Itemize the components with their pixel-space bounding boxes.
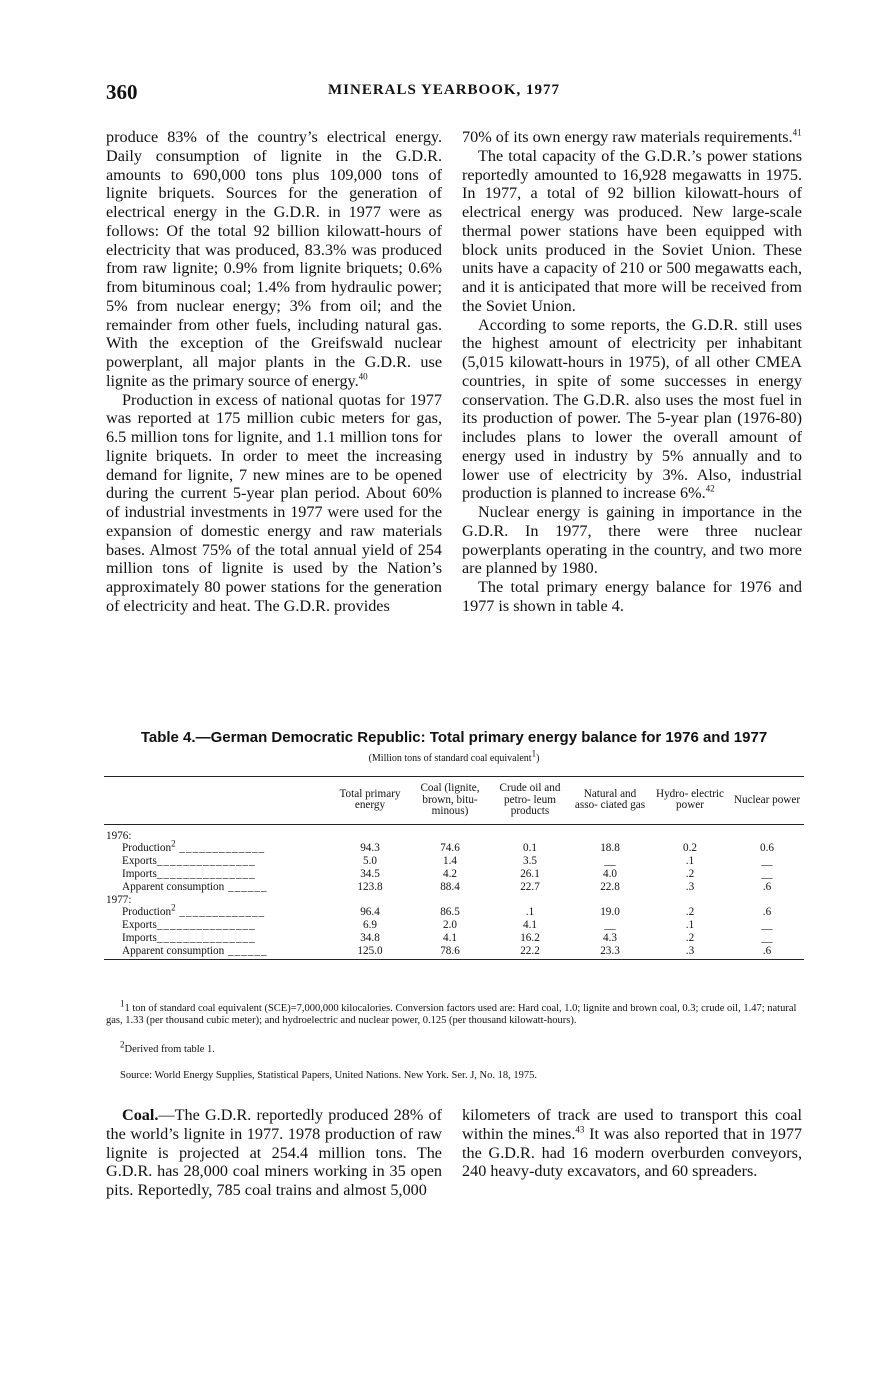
cell: __ bbox=[604, 919, 616, 932]
cell: __ bbox=[604, 854, 616, 867]
cell: .1 bbox=[685, 919, 695, 932]
cell: 1.4 bbox=[443, 854, 457, 867]
cell: __ bbox=[761, 919, 773, 932]
right-column-top bbox=[462, 128, 802, 616]
cell: 5.0 bbox=[363, 854, 377, 867]
cell: .1 bbox=[525, 906, 535, 919]
footnote-ref: 41 bbox=[792, 127, 802, 138]
column-header: Nuclear power bbox=[730, 777, 804, 825]
paragraph bbox=[462, 128, 802, 147]
cell: .1 bbox=[685, 854, 695, 867]
cell: .2 bbox=[685, 867, 695, 880]
row-label: Exports_______________ bbox=[122, 919, 256, 932]
row-label: Exports_______________ bbox=[122, 854, 256, 867]
cell: 0.6 bbox=[760, 842, 774, 855]
cell: __ bbox=[761, 932, 773, 945]
row-label: Production$^2$ _____________ bbox=[122, 838, 266, 855]
column-header: Coal (lignite, brown, bitu- minous) bbox=[410, 777, 490, 825]
cell: 6.9 bbox=[363, 919, 377, 932]
paragraph-text: kilometers of track are used to transport this coal within the mines. bbox=[462, 1106, 802, 1143]
table-row bbox=[104, 920, 804, 933]
table-header-row bbox=[104, 777, 804, 825]
cell: 125.0 bbox=[330, 946, 410, 960]
cell: 26.1 bbox=[520, 867, 540, 880]
footnote-text: Derived from table 1. bbox=[124, 1044, 215, 1055]
paragraph: The total capacity of the G.D.R.’s power stations reportedly amounted to 16,928 megawatts in 1975. In 1977, a total of 92 billion kilowatt-hours of electrical energy was produced. New large-scale thermal power stations have been equipped with block units produced in the Soviet Union. These units have a capacity of 210 or 500 megawatts each, and it is anticipated that more will be received from the Soviet Union. bbox=[462, 146, 802, 315]
column-header: Total primary energy bbox=[330, 777, 410, 825]
table-source: Source: World Energy Supplies, Statistical Papers, United Nations. New York. Ser. J, No. 18, 1975. bbox=[120, 1070, 537, 1081]
cell: 96.4 bbox=[360, 906, 380, 919]
year-label: 1976: bbox=[106, 829, 132, 842]
cell: .6 bbox=[730, 946, 804, 960]
table-row bbox=[104, 946, 804, 960]
footnote-1 bbox=[106, 998, 802, 1026]
page-number: 360 bbox=[106, 80, 138, 104]
paragraph-text: produce 83% of the country’s electrical energy. Daily consumption of lignite in the G.D.R. amounts to 690,000 tons plus 109,000 tons of lignite briquets. Sources for the generation of electrical energy in the G.D.R. in 1977 were as follows: Of the total 92 billion kilowatt-hours of electricity that was produced, 83.3% was produced from raw lignite; 0.9% from lignite briquets; 0.6% from bituminous coal; 1.4% from hydraulic power; 5% from nuclear energy; 3% from oil; and the remainder from other fuels, including natural gas. With the exception of the Greifswald nuclear powerplant, all major plants in the G.D.R. use lignite as the primary source of energy. bbox=[106, 128, 442, 390]
cell: 22.8 bbox=[600, 880, 620, 893]
cell: 94.3 bbox=[360, 842, 380, 855]
row-label: Imports_______________ bbox=[122, 867, 256, 880]
footnote-ref: 1 bbox=[531, 748, 537, 759]
subtitle-end: ) bbox=[536, 753, 540, 764]
cell: 19.0 bbox=[600, 906, 620, 919]
cell: .2 bbox=[685, 932, 695, 945]
cell: 3.5 bbox=[523, 854, 537, 867]
paragraph-text: It was also reported that in 1977 the G.D.R. had 16 modern overburden conveyors, 240 heavy-duty excavators, and 60 spreaders. bbox=[462, 1124, 803, 1181]
right-column-bottom bbox=[462, 1106, 802, 1181]
paragraph bbox=[462, 316, 802, 504]
table-row bbox=[104, 868, 804, 881]
cell: 4.3 bbox=[603, 932, 617, 945]
cell: 74.6 bbox=[440, 842, 460, 855]
table-row bbox=[104, 842, 804, 855]
column-header: Natural and asso- ciated gas bbox=[570, 777, 650, 825]
row-label: Apparent consumption ______ bbox=[122, 880, 268, 893]
paragraph-text: According to some reports, the G.D.R. still uses the highest amount of electricity per inhabitant (5,015 kilowatt-hours in 1975), of all other CMEA countries, in spite of some successes in energy conservation. The G.D.R. also uses the most fuel in its production of power. The 5-year plan (1976-80) includes plans to lower the overall amount of energy used in industry by 5% annually and to lower use of electricity by 3%. Also, industrial production is planned to increase 6%. bbox=[462, 315, 802, 503]
column-header: Crude oil and petro- leum products bbox=[490, 777, 570, 825]
cell: 34.8 bbox=[360, 932, 380, 945]
cell: .3 bbox=[685, 880, 695, 893]
subtitle-text: (Million tons of standard coal equivalent bbox=[368, 753, 532, 764]
cell: 4.1 bbox=[443, 932, 457, 945]
cell: 0.2 bbox=[683, 842, 697, 855]
cell: __ bbox=[761, 854, 773, 867]
left-column-top bbox=[106, 128, 442, 616]
cell: .6 bbox=[762, 880, 772, 893]
footnote-text: 1 ton of standard coal equivalent (SCE)=7,000,000 kilocalories. Conversion factors used are: Hard coal, 1.0; lignite and brown coal, 0.3; crude oil, 1.47; natural gas, 1.33 (per thousand cubic meter); and hydroelectric and nuclear power, 0.125 (per thousand kilowatt-hours). bbox=[106, 1003, 797, 1026]
paragraph-text: 70% of its own energy raw materials requirements. bbox=[462, 128, 793, 146]
footnote-ref: 43 bbox=[575, 1124, 585, 1135]
footnote-mark: 2 bbox=[120, 1039, 125, 1050]
paragraph-text: —The G.D.R. reportedly produced 28% of the world’s lignite in 1977. 1978 production of raw lignite is projected at 254.4 million tons. The G.D.R. has 28,000 coal miners working in 35 open pits. Reportedly, 785 coal trains and almost 5,000 bbox=[106, 1106, 442, 1199]
running-head: MINERALS YEARBOOK, 1977 bbox=[328, 82, 561, 98]
column-header-blank bbox=[104, 777, 330, 825]
paragraph bbox=[106, 128, 442, 391]
paragraph bbox=[106, 1106, 442, 1200]
footnote-2 bbox=[106, 1039, 802, 1056]
cell: .6 bbox=[762, 906, 772, 919]
cell: 86.5 bbox=[440, 906, 460, 919]
row-label: Apparent consumption ______ bbox=[104, 946, 330, 960]
cell: 4.2 bbox=[443, 867, 457, 880]
table-title: Table 4.—German Democratic Republic: Total primary energy balance for 1976 and 1977 bbox=[140, 729, 768, 746]
energy-balance-table bbox=[104, 776, 804, 960]
cell: .2 bbox=[685, 906, 695, 919]
paragraph: The total primary energy balance for 1976 and 1977 is shown in table 4. bbox=[462, 578, 802, 615]
cell: 18.8 bbox=[600, 842, 620, 855]
paragraph: Nuclear energy is gaining in importance in the G.D.R. In 1977, there were three nuclear powerplants operating in the country, and two more are planned by 1980. bbox=[462, 503, 802, 578]
cell: 0.1 bbox=[523, 842, 537, 855]
left-column-bottom bbox=[106, 1106, 442, 1200]
table-row bbox=[104, 894, 804, 907]
cell: 22.2 bbox=[490, 946, 570, 960]
cell: .3 bbox=[650, 946, 730, 960]
cell: 4.1 bbox=[523, 919, 537, 932]
cell: __ bbox=[761, 867, 773, 880]
table-row bbox=[104, 855, 804, 868]
cell: 23.3 bbox=[570, 946, 650, 960]
cell: 88.4 bbox=[440, 880, 460, 893]
cell: 123.8 bbox=[357, 880, 383, 893]
cell: 34.5 bbox=[360, 867, 380, 880]
paragraph bbox=[462, 1106, 802, 1181]
table-row bbox=[104, 881, 804, 894]
row-label: Imports_______________ bbox=[122, 932, 256, 945]
year-label: 1977: bbox=[106, 893, 132, 906]
cell: 16.2 bbox=[520, 932, 540, 945]
table-row bbox=[104, 907, 804, 920]
paragraph: Production in excess of national quotas for 1977 was reported at 175 million cubic meters for gas, 6.5 million tons for lignite, and 1.1 million tons for lignite briquets. In order to meet the increasing demand for lignite, 7 new mines are to be opened during the current 5-year plan period. About 60% of industrial investments in 1977 were used for the expansion of domestic energy and raw materials bases. Almost 75% of the total annual yield of 254 million tons of lignite is used by the Nation’s approximately 80 power stations for the generation of electricity and heat. The G.D.R. provides bbox=[106, 390, 442, 615]
cell: 78.6 bbox=[410, 946, 490, 960]
row-label: Production$^2$ _____________ bbox=[122, 902, 266, 919]
footnote-mark: 1 bbox=[120, 998, 125, 1009]
column-header: Hydro- electric power bbox=[650, 777, 730, 825]
cell: 2.0 bbox=[443, 919, 457, 932]
section-heading: Coal. bbox=[122, 1106, 159, 1124]
footnote-ref: 42 bbox=[705, 483, 715, 494]
footnote-ref: 40 bbox=[358, 371, 368, 382]
cell: 22.7 bbox=[520, 880, 540, 893]
cell: 4.0 bbox=[603, 867, 617, 880]
table-subtitle bbox=[106, 748, 802, 764]
table-row bbox=[104, 824, 804, 842]
